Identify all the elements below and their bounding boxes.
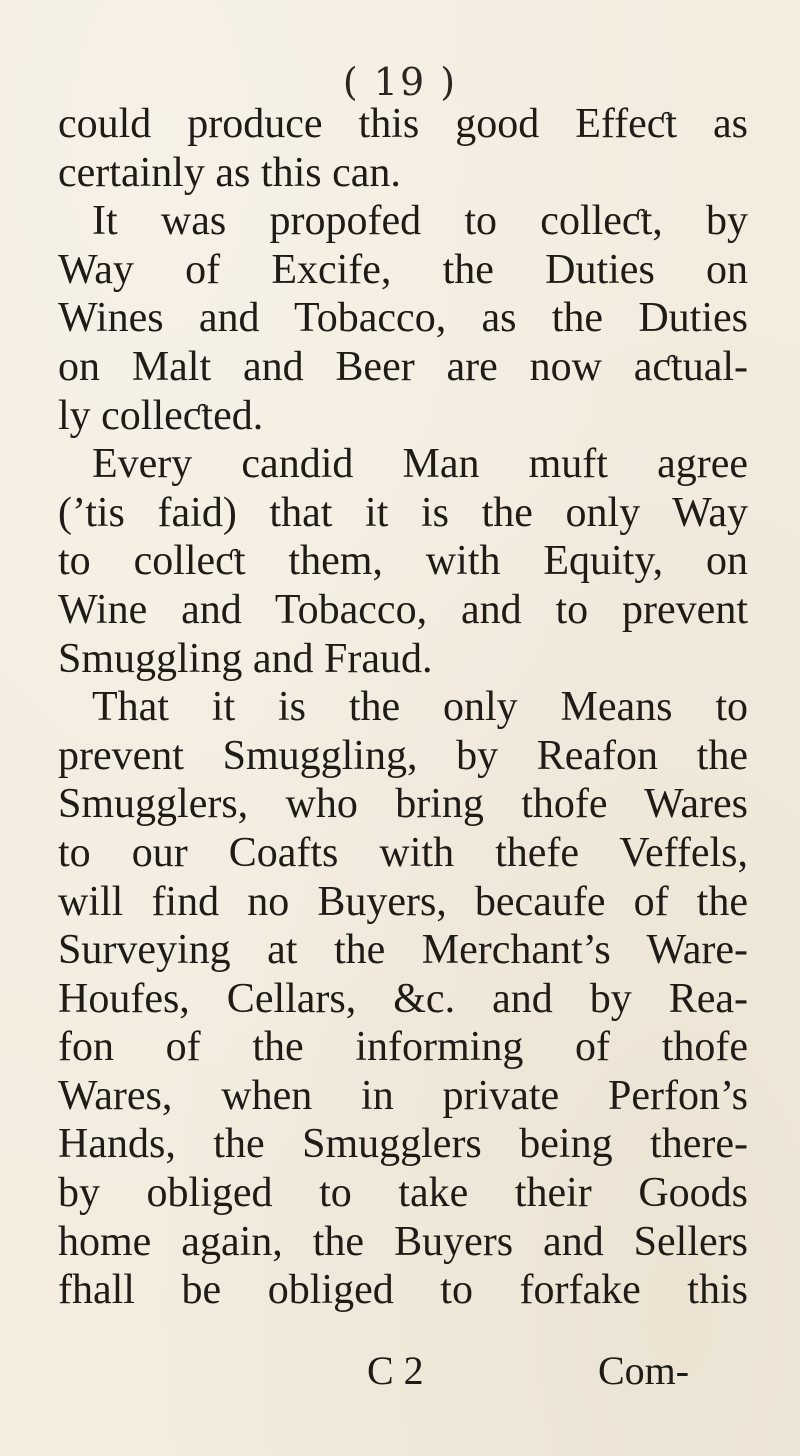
text-line: Smugglers, who bring thofe Wares: [58, 781, 748, 828]
text-line: prevent Smuggling, by Reafon the: [58, 732, 748, 779]
text-line: could produce this good Effeƈt as: [58, 101, 748, 147]
text-line: to our Coafts with thefe Veffels,: [58, 829, 748, 876]
text-line: Smuggling and Fraud.: [58, 635, 433, 682]
page-footer: [0, 1347, 800, 1397]
text-line: (’tis faid) that it is the only Way: [58, 489, 748, 536]
text-line: home again, the Buyers and Sellers: [58, 1218, 748, 1265]
text-line: will find no Buyers, becaufe of the: [58, 878, 748, 925]
catchword: Com-: [598, 1348, 690, 1393]
text-line: Every candid Man muft agree: [92, 441, 748, 488]
text-line: It was propofed to colleƈt, by: [92, 198, 748, 245]
text-line: on Malt and Beer are now aƈtual-: [58, 343, 748, 390]
text-line: Wine and Tobacco, and to prevent: [58, 586, 748, 633]
text-line: Wares, when in private Perfon’s: [58, 1072, 748, 1119]
page-number: ( 19 ): [342, 60, 458, 104]
text-line: fhall be obliged to forfake this: [58, 1267, 748, 1314]
text-line: ly colleƈted.: [58, 392, 264, 439]
text-line: to colleƈt them, with Equity, on: [58, 538, 748, 585]
signature-mark: C 2: [367, 1348, 424, 1393]
body-text: [58, 100, 748, 1315]
text-line: Way of Excife, the Duties on: [58, 246, 748, 293]
text-line: Surveying at the Merchant’s Ware-: [58, 927, 748, 974]
text-line: Hands, the Smugglers being there-: [58, 1121, 748, 1168]
text-line: Houfes, Cellars, &c. and by Rea-: [58, 975, 748, 1022]
text-line: by obliged to take their Goods: [58, 1170, 748, 1217]
text-line: Wines and Tobacco, as the Duties: [58, 295, 748, 342]
text-line: That it is the only Means to: [92, 684, 748, 731]
text-line: fon of the informing of thofe: [58, 1024, 748, 1071]
text-line: certainly as this can.: [58, 149, 401, 196]
